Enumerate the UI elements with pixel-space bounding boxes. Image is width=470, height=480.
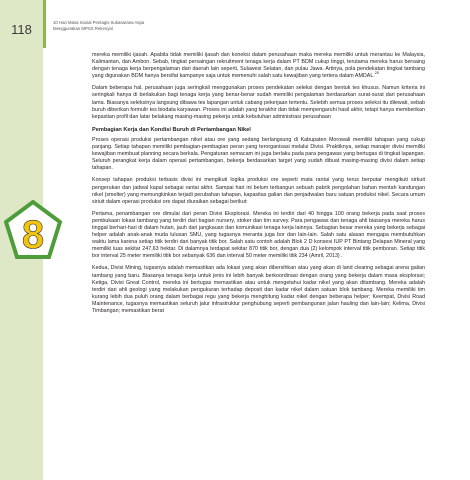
running-title — [53, 20, 213, 31]
running-title-line-1: 10 Hari Masa Sosial Pentagis Sukasarana Aspa — [53, 20, 145, 25]
paragraph: mereka memiliki ijasah. Apabila tidak memiliki ijasah dan koneksi dalam perusahaan maka mereka memiliki untuk merantau ke Malaysia, Kalimantan, dan Ambon. Sebab, tingkat persaingan rekruitment tenaga kerja dalam PT BDM cukup tinggi, terutama mereka harus bersaing dengan tenaga kerja berpengalaman dari daerah lain seperti, Sulawesi Selatan, dan pulau Jawa. Artinya, pola pendekatan tingkat tambang yang digunakan BDM hanya bersifat kampanye saja untuk memenuhi salah satu kewajiban yang tertera dalam AMDAL.$^{20}$ — [92, 52, 425, 80]
paragraph: Proses operasi produksi pertambangan nikel atau ore yang sedang berlangsung di Kabupaten Morowali memiliki tahapan yang cukup panjang. Setiap tahapan memiliki pembagian-pembagian peran yang terorganisasi melalui Divisi. Praktiknya, setiap manajer divisi memiliki kewajiban membuat planning secara berkala. Pengaturan semacam ini juga berlaku pada para pengawas yang bertugas di tingkat lapangan. Seluruh perangkat kerja dalam operasi pertambangan, bekerja berdasarkan target yang sudah dibuat masing-masing divisi dalam setiap tahapan. — [92, 136, 426, 172]
chapter-badge-icon — [4, 200, 62, 260]
footnote-ref: 20 — [374, 71, 380, 76]
header-rule — [43, 0, 46, 48]
badge-numeral: 8 — [21, 213, 45, 257]
paragraph: Pertama, penambangan ore dimulai dari peran Divisi Eksplorasi. Mereka ini terdiri dari 40 hingga 100 orang bekerja pada saat proses pembukaan lokasi tambang yang terdiri dari bagian nursery, stoker dan tim survey. Para pengawas dan tenaga ahli biasanya mereka harus tinggal berhari-hari di dalam hutan, jauh dari jangkauan dan komunikasi tenaga kerja lainnya. Sebagian besar mereka yang bekerja sebagai helper adalah anak-anak muda lulusan SMU, yang tugasnya meranta juga bor dan lain-lain. Salah satu alasan mengapa membutuhkan waktu lama karena setiap titik terdiri dari banyak titik bor. Salah satu contoh adalah Blok 2 D konsesi IUP PT Bintang Delapan Mineral yang memiliki luas sekitar 247,63 hektar. Di dalamnya terdapat sekitar 870 titik bor, dengan dua (2) kelompok interval titik pemboran. Setiap titik bor interval 25 meter memiliki titik bor sebanyak 636 dan interval 50 meter memiliki titik 234 (Amril, 2013) . — [92, 210, 425, 260]
paragraph: Kedua, Divisi Mining, tugasnya adalah memastikan ada lokasi yang akan dibersihkan atau yang akan di land clearing sebagai arena galian tambang yang baru. Biasanya tenaga kerja untuk jenis ini lebih banyak berkoordinasi dengan orang yang bekerja dalam masa eksplorasi; Ketiga, Divisi Great Control, mereka ini bertugas memastikan atau untuk mengetahui kadar nikel yang akan ditambang. Mereka adalah terdiri dari ahli geologi yang melakukan pengukuran terhadap deposit dan kadar nikel dalam satuan blok tambang. Mereka memiliki tim kurang lebih dua puluh orang dalam berbagai regu yang bekerja menghitung kadar nikel dengan beberapa helper; Keempat, Divisi Road Maintenance, tugasnya memastikan seluruh jalur infrastruktur penghubung seperti pembangunan jalan hauling dan lain-lain; Kelima, Divisi Timbangan; memastikan berat — [92, 265, 425, 314]
paragraph: Dalam beberapa hal, perusahaan juga seringkali menggunakan proses pendekatan seleksi dengan bentuk tes khusus. Namun kriteria ini seringkali hanya di berlakukan bagi tenaga kerja yang benar-benar sudah memiliki pengalaman berdasarkan surat-surat dari perusahaan lama. Biasanya seleksinya langsung dibawa tes lapangan untuk cabang pekerjaan tertentu. Selebih semua proses seleksi itu dilewati, sebab buruh diberikan formulir tes biodata karyawan. Proses ini adalah yang terakhir dan tidak mempengaruhi hasil akhir, tetapi hanya memberikan kepastian profil dan latar belakang masing-masing pekerja untuk kebutuhan administrasi perusahaan — [92, 85, 425, 120]
running-title-line-2: Menggunakan MPSS Rekenyal — [53, 25, 113, 31]
section-heading: Pembagian Kerja dan Kondisi Buruh di Pertambangan Nikel — [92, 126, 251, 133]
page-number: 118 — [11, 22, 32, 37]
paragraph: Konsep tahapan produksi terbasis divisi ini mengikuti logika produksi ore seperti mata rantai yang terus berputar mengikuti sirkuit pengerukan dan jadwal kapal sebagai rantai akhir. Sampai hari ini belum terbangun sebuah pabrik pengolahan bahan mentah kandungan nikel (smelter) yang memungkinkan terjadi perubahan tahapan, kapasitas galian dan penjadwalan baru satuan produksi nikel. Secara umum siriuit dalam operasi produksi ore dapat diuraikan sebagai berikut: — [92, 177, 425, 205]
article-body — [92, 52, 425, 320]
